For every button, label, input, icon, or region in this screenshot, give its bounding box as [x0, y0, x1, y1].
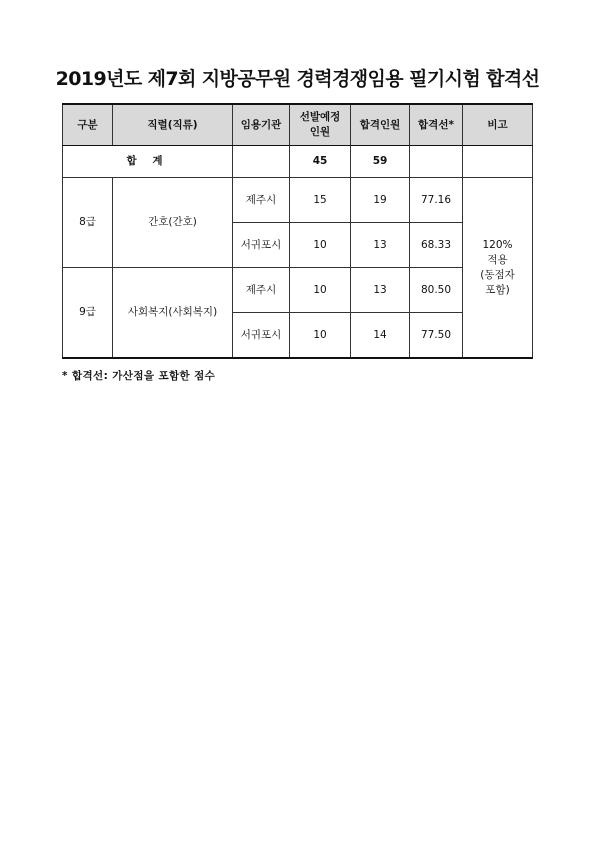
header-passed: 합격인원 — [351, 104, 410, 146]
remarks-cell — [463, 178, 533, 359]
cutoff-cell: 77.50 — [410, 313, 463, 359]
remark-line: 포함) — [485, 283, 510, 296]
header-cutoff: 합격선* — [410, 104, 463, 146]
grade-cell: 9급 — [63, 268, 113, 359]
header-row — [63, 104, 533, 146]
planned-cell: 15 — [290, 178, 351, 223]
total-planned: 45 — [290, 146, 351, 178]
header-category: 구분 — [63, 104, 113, 146]
planned-cell: 10 — [290, 223, 351, 268]
agency-cell: 제주시 — [233, 268, 290, 313]
cutoff-cell: 80.50 — [410, 268, 463, 313]
table-row — [63, 178, 533, 223]
planned-cell: 10 — [290, 313, 351, 359]
cutoff-cell: 68.33 — [410, 223, 463, 268]
total-passed: 59 — [351, 146, 410, 178]
passed-cell: 19 — [351, 178, 410, 223]
agency-cell: 서귀포시 — [233, 223, 290, 268]
cutoff-cell: 77.16 — [410, 178, 463, 223]
passed-cell: 13 — [351, 268, 410, 313]
header-planned-line1: 선발예정 — [299, 111, 341, 123]
header-remarks: 비고 — [463, 104, 533, 146]
footnote: * 합격선: 가산점을 포함한 점수 — [62, 370, 216, 382]
header-planned — [290, 104, 351, 146]
position-cell: 간호(간호) — [113, 178, 233, 268]
remark-line: 120% — [482, 238, 513, 251]
total-row — [63, 146, 533, 178]
total-label: 합 계 — [63, 146, 233, 178]
passed-cell: 14 — [351, 313, 410, 359]
header-planned-line2: 인원 — [309, 126, 331, 138]
header-agency: 임용기관 — [233, 104, 290, 146]
planned-cell: 10 — [290, 268, 351, 313]
agency-cell: 서귀포시 — [233, 313, 290, 359]
passed-cell: 13 — [351, 223, 410, 268]
remark-line: (동점자 — [480, 268, 515, 281]
total-cutoff-empty — [410, 146, 463, 178]
grade-cell: 8급 — [63, 178, 113, 268]
header-position: 직렬(직류) — [113, 104, 233, 146]
total-agency-empty — [233, 146, 290, 178]
results-table — [62, 103, 533, 359]
document-title: 2019년도 제7회 지방공무원 경력경쟁임용 필기시험 합격선 — [55, 68, 540, 90]
table-row — [63, 268, 533, 313]
total-remarks-empty — [463, 146, 533, 178]
position-cell: 사회복지(사회복지) — [113, 268, 233, 359]
remark-line: 적용 — [487, 253, 508, 266]
agency-cell: 제주시 — [233, 178, 290, 223]
